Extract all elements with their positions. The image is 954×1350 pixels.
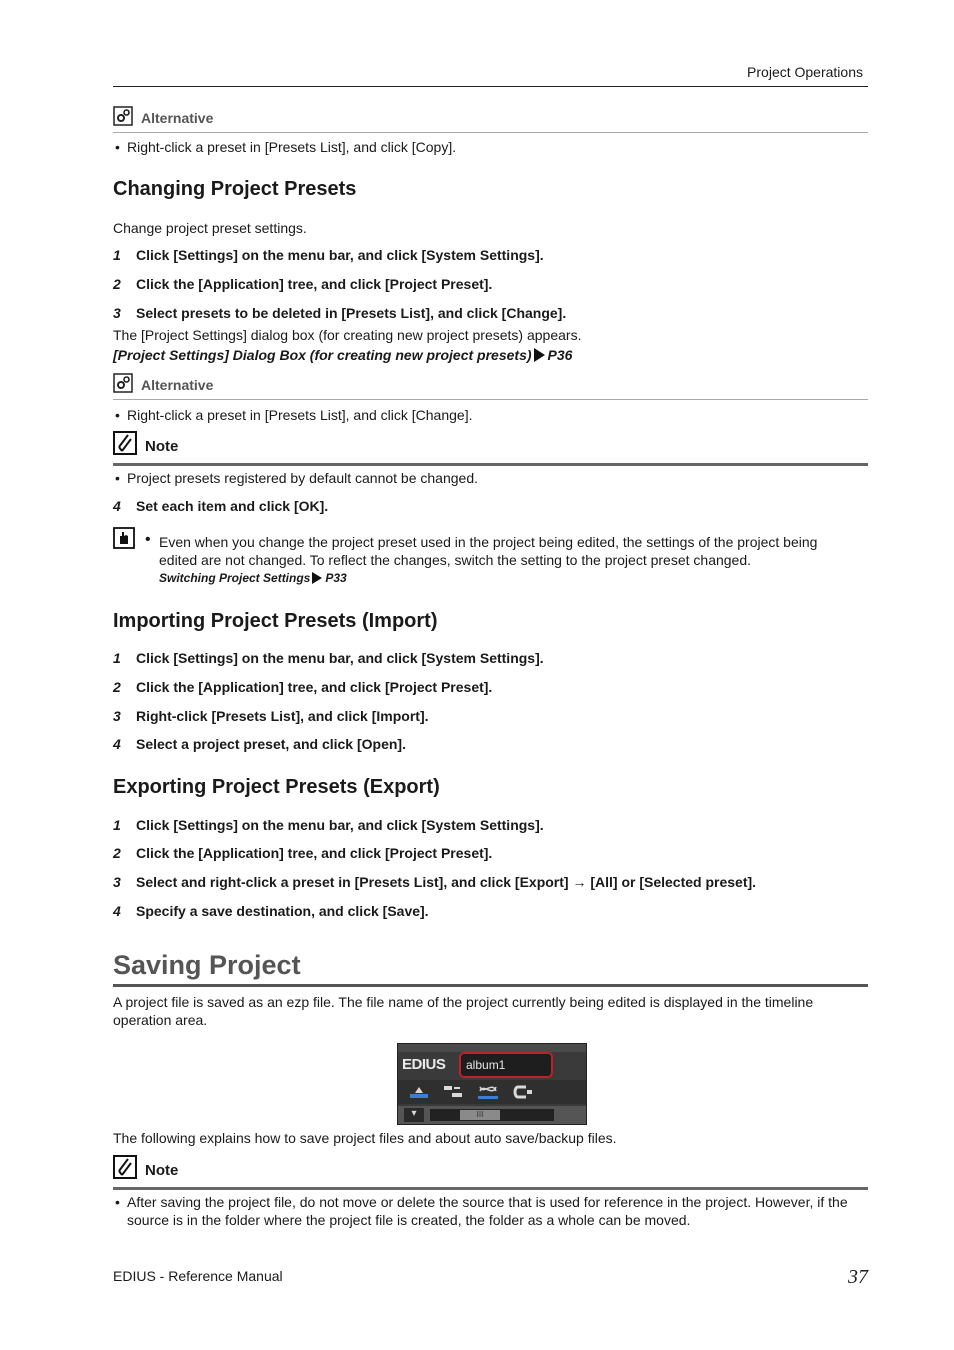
header-divider xyxy=(113,86,868,87)
page-number: 37 xyxy=(848,1266,868,1288)
timeline-screenshot xyxy=(397,1043,587,1125)
hand-icon xyxy=(113,527,135,549)
note-heading xyxy=(113,1155,868,1190)
note-icon xyxy=(113,431,137,455)
project-name-field[interactable]: album1 xyxy=(459,1052,553,1078)
magnet-icon[interactable] xyxy=(512,1084,534,1100)
alternative-heading xyxy=(113,373,868,400)
zoom-icon[interactable]: ▾ xyxy=(404,1108,424,1122)
tip-bullet: • xyxy=(145,531,151,548)
footer-manual-title: EDIUS - Reference Manual xyxy=(113,1268,283,1284)
section-title: Changing Project Presets xyxy=(113,178,357,200)
intro-text: Change project preset settings. xyxy=(113,220,307,236)
edius-logo: EDIUS xyxy=(402,1056,446,1073)
intro-text: A project file is saved as an ezp file. The file name of the project currently being edited is displayed in the timeline operation area. xyxy=(113,994,814,1028)
running-header: Project Operations xyxy=(747,64,863,80)
tip-text: Even when you change the project preset used in the project being edited, the settings of the project being edited are not changed. To reflect the changes, switch the setting to the project preset changed. xyxy=(159,534,818,568)
gear-icon xyxy=(113,106,133,126)
arrow-right-icon xyxy=(312,572,322,584)
sync-icon[interactable] xyxy=(476,1083,500,1101)
chapter-title: Saving Project xyxy=(113,950,301,980)
note-heading xyxy=(113,431,868,466)
note-icon xyxy=(113,1155,137,1179)
horizontal-scrollbar[interactable]: III xyxy=(430,1109,554,1121)
section-title: Importing Project Presets (Import) xyxy=(113,610,438,632)
body-text: The following explains how to save project files and about auto save/backup files. xyxy=(113,1130,617,1146)
arrow-right-icon xyxy=(534,348,545,362)
note-label: Note xyxy=(145,438,179,455)
alternative-label: Alternative xyxy=(141,377,214,393)
cross-reference-link[interactable]: [Project Settings] Dialog Box (for creating new project presets) P36 xyxy=(113,347,573,363)
ripple-icon[interactable] xyxy=(442,1084,464,1100)
note-label: Note xyxy=(145,1162,179,1179)
section-title: Exporting Project Presets (Export) xyxy=(113,776,440,798)
track-add-icon[interactable] xyxy=(408,1084,430,1100)
alternative-heading xyxy=(113,106,868,133)
alternative-label: Alternative xyxy=(141,110,214,126)
cross-reference-link[interactable]: Switching Project Settings P33 xyxy=(159,571,347,585)
gear-icon xyxy=(113,373,133,393)
chapter-divider xyxy=(113,984,868,987)
step-description: The [Project Settings] dialog box (for creating new project presets) appears. xyxy=(113,327,582,343)
